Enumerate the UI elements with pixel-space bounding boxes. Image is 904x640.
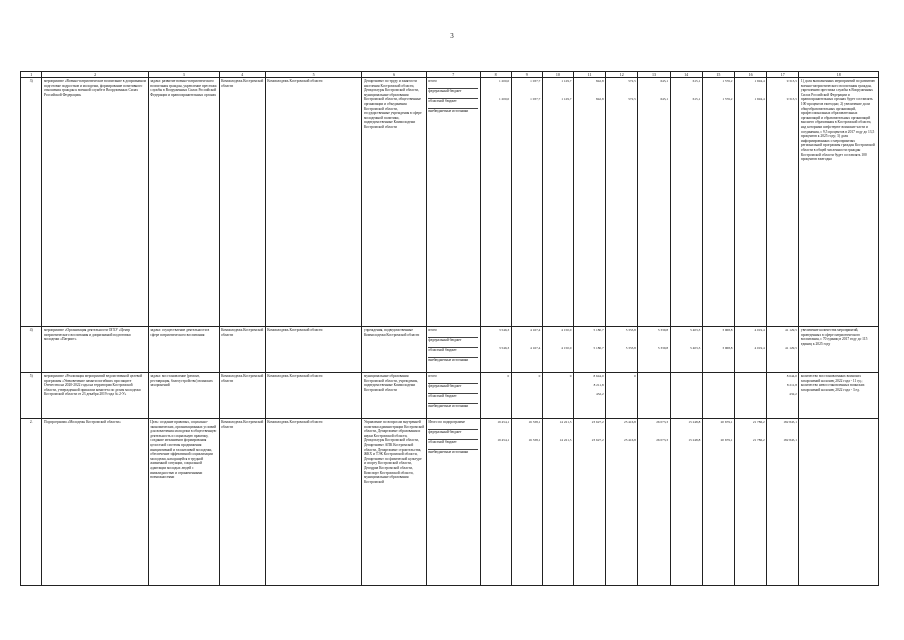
funding-value: 16 338,1: [528, 438, 541, 442]
funding-value: 0: [569, 374, 572, 378]
funding-value: 4 167,4: [530, 328, 541, 332]
funding-value: [769, 337, 797, 346]
column-number: 12: [606, 72, 638, 78]
funding-value: [575, 401, 603, 410]
executors-cell: муниципальные образования Костромской области, учреждения, подведомственные Коммолодежи Костромской области: [362, 373, 426, 419]
funding-value: 432,2: [596, 392, 604, 396]
funding-value: [640, 447, 668, 456]
funding-value: 4 150,0: [561, 328, 572, 332]
funding-value: [608, 383, 636, 392]
funding-value: [513, 392, 540, 401]
funding-value: [769, 447, 797, 456]
funding-value: [513, 429, 540, 438]
funding-value: 1 694,4: [754, 79, 765, 83]
year-value-cell: [480, 78, 511, 327]
funding-value: [513, 383, 540, 392]
funding-value: [513, 447, 540, 456]
funding-value: 1 037,7: [530, 79, 541, 83]
funding-value: [640, 374, 668, 383]
funding-value: 432,2: [789, 392, 797, 396]
funding-value: 25 416,8: [624, 420, 636, 424]
expected-result-cell: количество восстановленных воинских захоронений на конец 2022 года - 11 ед.; количество невосстановленных воинских захоронений на конец 2022 года - 3 ед.: [799, 373, 879, 419]
funding-source-cell: [426, 78, 480, 327]
funding-value: 0: [507, 374, 510, 378]
funding-value: 1 576,2: [722, 97, 733, 101]
year-value-cell: [573, 373, 605, 419]
year-value-cell: [606, 327, 638, 373]
coordinator-cell: Коммолодежь Костромской области: [265, 373, 362, 419]
column-number: 4: [219, 72, 265, 78]
year-value-cell: [606, 373, 638, 419]
funding-value: 645,1: [660, 79, 669, 83]
funding-value: [672, 383, 700, 392]
year-value-cell: [542, 419, 573, 586]
funding-source-label: итого: [428, 374, 478, 384]
year-value-cell: [670, 327, 702, 373]
funding-value: 3 968,8: [722, 346, 733, 350]
page-number: 3: [450, 32, 454, 40]
year-value-cell: [767, 327, 799, 373]
funding-value: 21 786,2: [752, 420, 765, 424]
funding-value: 0: [538, 374, 541, 378]
coordinator-cell: Коммолодежь Костромской области: [265, 78, 362, 327]
funding-value: [672, 401, 700, 410]
funding-value: 19 454,1: [497, 420, 510, 424]
year-value-cell: [606, 419, 638, 586]
task-cell: Цель: создание правовых, социально-экономических, организационных условий для вовлечения молодежи в общественную деятельность и социальную практику, создание механизмов формирования целостной системы продвижения инициативной и талантливой молодежи, обеспечение эффективной социализации молодежи, находящейся в трудной жизненной ситуации, социальной адаптации молодых людей с инвалидностью и ограниченными возможностями: [148, 419, 219, 586]
funding-value: [482, 88, 509, 97]
funding-value: 8 211,8: [593, 383, 604, 387]
funding-value: 41 129,5: [785, 346, 797, 350]
funding-value: [769, 355, 797, 364]
funding-value: [672, 429, 700, 438]
executors-cell: Управление по вопросам внутренней политики администрации Костромской области, Департамент образования и науки Костромской области, Депкультуры Костромской области, Департамент АПК Костромской области, Департамент строительства, ЖКХ и ТЭК Костромской области, Департамент по физической культуре и спорту Костромской области, Депздрав Костромской области, Комспорт Костромской области, муниципальные образования Костромской: [362, 419, 426, 586]
funding-value: [704, 429, 732, 438]
expected-result-cell: 1) доля выполненных мероприятий по развитию военно-патриотического воспитания граждан, укреплению престижа службы в Вооруженных Силах Российской Федерации и правоохранительных органах будет составлять 100 процентов ежегодно; 2) увеличение доли общеобразовательных организаций, профессиональных образовательных организаций и образовательных организаций высшего образования в Костромской области, над которыми шефствуют воинские части и соединения, с 9,5 процентов в 2017 году до 13,5 процентов к 2025 году; 3) доля информированных о мероприятиях региональной программы граждан Костромской области в общей численности граждан Костромской области будет составлять 100 процентов ежегодно: [799, 78, 879, 327]
year-value-cell: [638, 373, 670, 419]
funding-value: [544, 106, 571, 115]
year-value-cell: [670, 78, 702, 327]
funding-value: [672, 106, 700, 115]
column-number: 16: [734, 72, 766, 78]
funding-value: [482, 355, 509, 364]
event-name-cell: мероприятие «Организация деятельности ОГБУ «Центр патриотического воспитания и допризывной подготовки молодежи «Патриот»: [42, 327, 148, 373]
column-number: 7: [426, 72, 480, 78]
funding-value: [736, 429, 764, 438]
year-value-cell: [573, 327, 605, 373]
funding-value: [640, 383, 668, 392]
year-value-cell: [573, 78, 605, 327]
year-value-cell: [702, 327, 734, 373]
task-cell: задача: восстановление (ремонт, реставрация, благоустройство) воинских захоронений: [148, 373, 219, 419]
funding-value: [736, 337, 764, 346]
funding-value: [575, 355, 603, 364]
funding-value: [608, 355, 636, 364]
year-value-cell: [702, 419, 734, 586]
funding-source-label: Итого по подпрограмме: [428, 420, 478, 430]
funding-value: [640, 337, 668, 346]
funding-value: [544, 355, 571, 364]
funding-value: 5 180,7: [593, 346, 604, 350]
funding-value: [769, 106, 797, 115]
funding-value: 4 019,4: [754, 346, 765, 350]
column-number: 14: [670, 72, 702, 78]
column-number: 1: [21, 72, 42, 78]
funding-value: 5 180,7: [593, 328, 604, 332]
funding-source-label: итого: [428, 328, 478, 338]
column-number: 18: [799, 72, 879, 78]
year-value-cell: [767, 78, 799, 327]
funding-value: [736, 392, 764, 401]
funding-value: [704, 106, 732, 115]
customer-cell: Коммолодежь Костромской области: [219, 419, 265, 586]
funding-source-label: федеральный бюджет: [428, 89, 478, 99]
executors-cell: учреждения, подведомственные Коммолодежи Костромской области: [362, 327, 426, 373]
funding-value: [482, 447, 509, 456]
row-number-cell: 2.: [21, 419, 42, 586]
year-value-cell: [511, 419, 542, 586]
funding-value: 842,8: [596, 79, 604, 83]
funding-value: [704, 392, 732, 401]
funding-value: 615,1: [692, 79, 701, 83]
funding-value: [640, 88, 668, 97]
funding-value: [736, 106, 764, 115]
funding-value: [704, 401, 732, 410]
funding-value: [482, 429, 509, 438]
funding-value: [608, 429, 636, 438]
year-value-cell: [480, 419, 511, 586]
funding-value: [769, 401, 797, 410]
funding-value: 0: [634, 374, 636, 378]
funding-value: 20 679,1: [720, 438, 733, 442]
funding-value: [608, 401, 636, 410]
task-cell: задача: развитие военно-патриотического воспитания граждан, укрепление престижа службы в Вооруженных Силах Российской Федерации и правоохранительных органах: [148, 78, 219, 327]
row-number-cell: 5): [21, 373, 42, 419]
column-number: 17: [767, 72, 799, 78]
funding-value: [736, 355, 764, 364]
funding-value: 572,5: [628, 97, 636, 101]
coordinator-cell: Коммолодежь Костромской области: [265, 327, 362, 373]
funding-value: [482, 401, 509, 410]
row-number-cell: 3): [21, 78, 42, 327]
funding-value: [736, 374, 764, 383]
funding-value: [672, 392, 700, 401]
year-value-cell: [638, 327, 670, 373]
funding-value: 3 968,8: [722, 328, 733, 332]
funding-value: [672, 337, 700, 346]
funding-value: [640, 355, 668, 364]
funding-value: [544, 337, 571, 346]
funding-value: 16 338,1: [528, 420, 541, 424]
funding-value: 5 403,3: [690, 328, 701, 332]
funding-value: 26 073,3: [656, 438, 669, 442]
table-row: [21, 419, 879, 586]
funding-value: 15 248,8: [688, 438, 701, 442]
table-row: [21, 78, 879, 327]
funding-value: [608, 106, 636, 115]
funding-value: [575, 106, 603, 115]
funding-value: 19 454,1: [497, 438, 510, 442]
funding-value: [513, 401, 540, 410]
funding-source-label: областной бюджет: [428, 348, 478, 358]
funding-value: [640, 401, 668, 410]
funding-source-cell: [426, 327, 480, 373]
funding-value: 1 200,0: [499, 79, 510, 83]
funding-value: [575, 88, 603, 97]
funding-value: [544, 88, 571, 97]
funding-value: [513, 337, 540, 346]
funding-value: [672, 88, 700, 97]
funding-value: 3 546,3: [499, 328, 510, 332]
year-value-cell: [638, 78, 670, 327]
funding-value: [672, 374, 700, 383]
year-value-cell: [734, 78, 766, 327]
funding-value: [482, 337, 509, 346]
column-number: 2: [42, 72, 148, 78]
funding-value: [544, 401, 571, 410]
column-number: 9: [511, 72, 542, 78]
table-row: [21, 327, 879, 373]
year-value-cell: [702, 373, 734, 419]
funding-value: 1 694,4: [754, 97, 765, 101]
funding-value: [608, 392, 636, 401]
coordinator-cell: Коммолодежь Костромской области: [265, 419, 362, 586]
funding-value: [736, 383, 764, 392]
column-number: 3: [148, 72, 219, 78]
funding-value: 3 546,3: [499, 346, 510, 350]
funding-value: 1 200,0: [499, 97, 510, 101]
funding-value: 615,1: [692, 97, 701, 101]
funding-source-label: федеральный бюджет: [428, 338, 478, 348]
funding-value: [482, 106, 509, 115]
funding-value: 1 037,7: [530, 97, 541, 101]
funding-source-cell: [426, 373, 480, 419]
funding-value: [704, 374, 732, 383]
funding-value: [640, 429, 668, 438]
funding-value: 4 150,0: [561, 346, 572, 350]
funding-source-label: областной бюджет: [428, 440, 478, 450]
funding-value: 8 644,0: [593, 374, 604, 378]
funding-value: 645,1: [660, 97, 669, 101]
funding-value: [736, 401, 764, 410]
funding-value: 9 313,5: [786, 97, 797, 101]
funding-value: [544, 447, 571, 456]
funding-value: 1 129,7: [561, 97, 572, 101]
funding-value: 5 353,8: [625, 346, 636, 350]
year-value-cell: [542, 78, 573, 327]
funding-value: 4 167,4: [530, 346, 541, 350]
funding-value: 4 019,4: [754, 328, 765, 332]
funding-value: 5 339,8: [657, 328, 669, 332]
year-value-cell: [542, 373, 573, 419]
column-number: 11: [573, 72, 605, 78]
funding-value: 20 679,1: [720, 420, 733, 424]
funding-value: 14 221,5: [559, 420, 572, 424]
customer-cell: Коммолодежь Костромской области: [219, 327, 265, 373]
customer-cell: Коммолодежь Костромской области: [219, 78, 265, 327]
year-value-cell: [511, 78, 542, 327]
funding-value: 26 073,3: [656, 420, 669, 424]
year-value-cell: [734, 373, 766, 419]
funding-value: [482, 392, 509, 401]
funding-source-label: федеральный бюджет: [428, 384, 478, 394]
year-value-cell: [767, 419, 799, 586]
year-value-cell: [670, 373, 702, 419]
funding-source-label: внебюджетные источники: [428, 358, 469, 362]
funding-value: [513, 106, 540, 115]
year-value-cell: [480, 327, 511, 373]
year-value-cell: [542, 327, 573, 373]
funding-value: [736, 88, 764, 97]
funding-value: [704, 383, 732, 392]
funding-value: [704, 355, 732, 364]
funding-value: 182 845,1: [783, 438, 797, 442]
customer-cell: Коммолодежь Костромской области: [219, 373, 265, 419]
year-value-cell: [767, 373, 799, 419]
funding-value: [769, 88, 797, 97]
expected-result-cell: [799, 419, 879, 586]
funding-value: 5 353,8: [625, 328, 636, 332]
funding-source-label: областной бюджет: [428, 99, 478, 109]
year-value-cell: [734, 419, 766, 586]
column-number: 10: [542, 72, 573, 78]
funding-value: 842,8: [596, 97, 604, 101]
funding-value: [672, 355, 700, 364]
funding-value: [608, 337, 636, 346]
funding-source-label: областной бюджет: [428, 394, 478, 404]
year-value-cell: [702, 78, 734, 327]
column-number: 5: [265, 72, 362, 78]
funding-value: [513, 88, 540, 97]
funding-value: [575, 447, 603, 456]
funding-value: 23 627,2: [591, 420, 604, 424]
funding-source-label: внебюджетные источники: [428, 404, 469, 408]
funding-value: 1 129,7: [561, 79, 572, 83]
year-value-cell: [511, 327, 542, 373]
year-value-cell: [638, 419, 670, 586]
column-number: 13: [638, 72, 670, 78]
funding-value: [544, 383, 571, 392]
funding-value: [513, 355, 540, 364]
year-value-cell: [480, 373, 511, 419]
year-value-cell: [511, 373, 542, 419]
funding-value: 1 576,2: [722, 79, 733, 83]
funding-value: 5 339,8: [657, 346, 669, 350]
column-number: 6: [362, 72, 426, 78]
funding-value: [769, 429, 797, 438]
funding-value: 182 845,1: [783, 420, 797, 424]
expected-result-cell: увеличение количества мероприятий, проведенных в сфере патриотического воспитания, с 70 единиц в 2017 году до 115 единиц к 2025 году: [799, 327, 879, 373]
funding-value: [640, 106, 668, 115]
funding-source-label: внебюджетные источники: [428, 450, 469, 454]
event-name-cell: Подпрограмма «Молодежь Костромской области»: [42, 419, 148, 586]
funding-value: 14 221,5: [559, 438, 572, 442]
funding-value: 25 416,8: [624, 438, 636, 442]
funding-value: [544, 392, 571, 401]
funding-value: [608, 447, 636, 456]
column-number: 15: [702, 72, 734, 78]
funding-value: 23 627,2: [591, 438, 604, 442]
funding-source-cell: [426, 419, 480, 586]
row-number-cell: 4): [21, 327, 42, 373]
funding-value: 41 129,5: [785, 328, 797, 332]
funding-source-label: федеральный бюджет: [428, 430, 478, 440]
funding-value: [608, 88, 636, 97]
year-value-cell: [573, 419, 605, 586]
funding-value: [640, 392, 668, 401]
funding-source-label: итого: [428, 79, 478, 89]
funding-source-label: внебюджетные источники: [428, 109, 469, 113]
year-value-cell: [734, 327, 766, 373]
funding-value: 5 403,3: [690, 346, 701, 350]
year-value-cell: [670, 419, 702, 586]
year-value-cell: [606, 78, 638, 327]
funding-value: 572,5: [628, 79, 636, 83]
funding-value: 8 211,8: [786, 383, 797, 387]
funding-value: 9 313,5: [786, 79, 797, 83]
event-name-cell: мероприятие «Военно-патриотическое воспитание в допризывном подготовке подростков и молодежи, формирование позитивного отношения граждан к военной службе в Вооруженных Силах Российской Федерации»: [42, 78, 148, 327]
event-name-cell: мероприятие «Реализация мероприятий ведомственной целевой программы «Увековечение памяти погибших при защите Отечества на 2020-2022 годы на территории Костромской области, утвержденной приказом комитета по делам молодежи Костромской области от 23 декабря 2019 года № 2-У»: [42, 373, 148, 419]
funding-value: [482, 383, 509, 392]
funding-value: [544, 429, 571, 438]
funding-value: [704, 337, 732, 346]
funding-value: [575, 429, 603, 438]
executors-cell: Департамент по труду и занятости населения Костромской области, Депкультуры Костромской области, муниципальные образования Костромской области, общественные организации и объединения Костромской области, государственные учреждения в сфере молодежной политики, подведомственные Коммолодежи Костромской области: [362, 78, 426, 327]
funding-value: [672, 447, 700, 456]
funding-value: 15 248,8: [688, 420, 701, 424]
funding-value: 8 644,0: [786, 374, 797, 378]
funding-value: [575, 337, 603, 346]
program-table: [20, 71, 879, 586]
funding-value: [736, 447, 764, 456]
funding-value: [704, 88, 732, 97]
funding-value: [704, 447, 732, 456]
table-row: [21, 373, 879, 419]
column-number: 8: [480, 72, 511, 78]
task-cell: задача: осуществление деятельности в сфере патриотического воспитания: [148, 327, 219, 373]
funding-value: 21 786,2: [752, 438, 765, 442]
